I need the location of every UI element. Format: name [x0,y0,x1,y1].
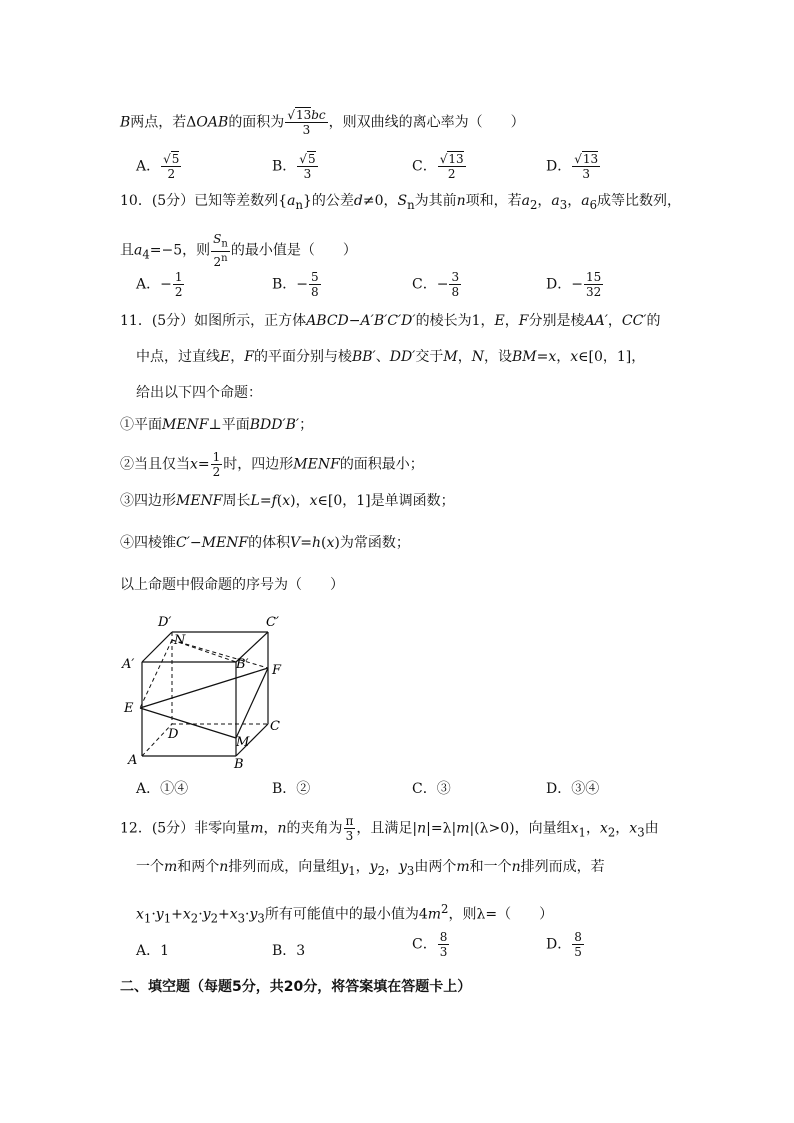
label-c: C [270,719,280,734]
label-b: B [234,757,244,770]
label-a: A [128,753,138,768]
q10-option-d[interactable]: D．− $\frac{15}{32}$ [546,270,602,299]
q9-option-c[interactable]: C． $\frac{√13}{2}$ [412,152,464,181]
cube-figure [118,606,298,770]
q9-option-a[interactable]: A． $\frac{√5}{2}$ [136,152,180,181]
q11-stem-line3: 给出以下四个命题： [136,385,262,401]
q9-option-d[interactable]: D． $\frac{√13}{3}$ [546,152,599,181]
q12-stem-line3: $x_1\cdot y_1+x_2\cdot y_2+x_3\cdot y_3$所有可能值中的最小值为$4m^2$，则λ=（ ） [136,902,554,926]
label-b-prime: B′ [236,657,249,672]
q10-stem-line2: 且$a_4=-5$，则 $\frac{S_n}{2^n}$ 的最小值是（ ） [120,232,357,270]
q12-option-b[interactable]: B．3 [272,943,306,959]
q11-statement-2: ②当且仅当x= $\frac{1}{2}$ 时，四边形MENF的面积最小； [120,450,424,479]
label-a-prime: A′ [122,657,135,672]
label-c-prime: C′ [266,615,279,630]
q9-stem: B两点，若ΔOAB的面积为 $\frac{√13bc}{3}$ ，则双曲线的离心率为（ ） [120,108,525,137]
q12-option-a[interactable]: A．1 [136,943,170,959]
q11-option-a[interactable]: A．①④ [136,781,189,797]
label-d-prime: D′ [158,615,172,630]
label-d: D [168,727,179,742]
label-n: N [174,633,186,648]
q12-stem-line1: 12．(5分）非零向量m，n的夹角为 $\frac{\pi}{3}$ ，且满足|n|=λ|m|(λ>0)，向量组$x_1$，$x_2$，$x_3$由 [120,814,659,843]
q11-statement-4: ④四棱锥C′−MENF的体积V=h(x)为常函数； [120,535,410,551]
q11-option-b[interactable]: B．② [272,781,311,797]
q10-option-c[interactable]: C．− $\frac{3}{8}$ [412,270,460,299]
q12-option-d[interactable]: D． $\frac{8}{5}$ [546,930,582,959]
section-2-heading: 二、填空题（每题5分，共20分，将答案填在答题卡上） [120,979,472,995]
q11-stem-line1: 11．(5分）如图所示，正方体ABCD−A′B′C′D′的棱长为1，E，F分别是棱AA′，CC′的 [120,313,661,329]
q9-option-b[interactable]: B． $\frac{√5}{3}$ [272,152,316,181]
q10-option-a[interactable]: A．− $\frac{1}{2}$ [136,270,183,299]
q10-option-b[interactable]: B．− $\frac{5}{8}$ [272,270,319,299]
q11-question: 以上命题中假命题的序号为（ ） [120,577,344,593]
q11-option-d[interactable]: D．③④ [546,781,600,797]
q12-option-c[interactable]: C． $\frac{8}{3}$ [412,930,448,959]
label-m: M [236,735,250,750]
label-f: F [272,663,282,678]
q11-statement-1: ①平面MENF⊥平面BDD′B′； [120,417,314,433]
q11-statement-3: ③四边形MENF周长L=f(x)，x∈[0，1]是单调函数； [120,493,455,509]
label-e: E [124,701,134,716]
q10-stem-line1: 10．(5分）已知等差数列$\{a_n\}$的公差d≠0，$S_n$为其前n项和，若$a_2$，$a_3$，$a_6$成等比数列， [120,193,681,212]
q11-stem-line2: 中点，过直线E，F的平面分别与棱BB′、DD′交于M，N，设BM=x，x∈[0，1]， [136,349,646,365]
q12-stem-line2: 一个m和两个n排列而成，向量组$y_1$，$y_2$，$y_3$由两个m和一个n排列而成，若 [136,859,605,878]
q11-option-c[interactable]: C．③ [412,781,451,797]
